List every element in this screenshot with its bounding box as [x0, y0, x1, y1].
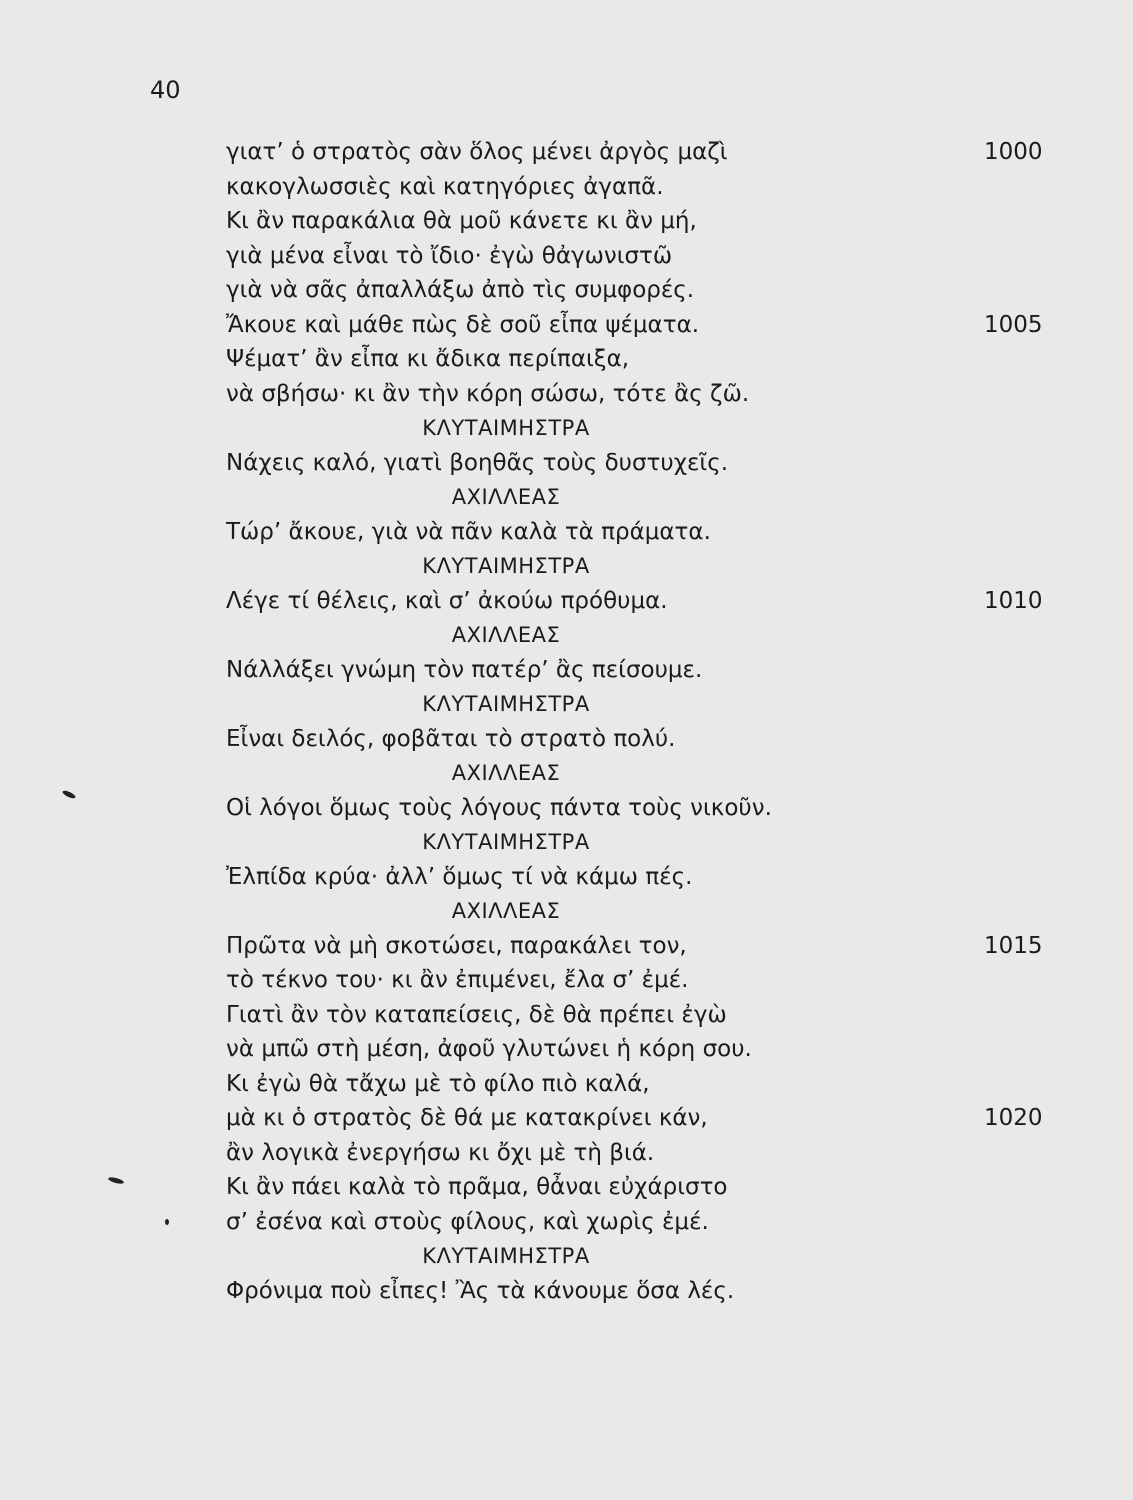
verse-text: Οἱ λόγοι ὅμως τοὺς λόγους πάντα τοὺς νικοῦν.: [226, 794, 772, 821]
verse-text: νὰ μπῶ στὴ μέση, ἀφοῦ γλυτώνει ἡ κόρη σου.: [226, 1036, 752, 1062]
ink-speck: [165, 1219, 169, 1225]
speaker-name: ΚΛΥΤΑΙΜΗΣΤΡΑ: [422, 416, 590, 440]
line-number: 1010: [984, 587, 1043, 614]
verse-text: γιὰ μένα εἶναι τὸ ἴδιο· ἐγὼ θἀγωνιστῶ: [226, 242, 673, 269]
verse-text: ἂν λογικὰ ἐνεργήσω κι ὄχι μὲ τὴ βιά.: [226, 1139, 655, 1166]
verse-text: μὰ κι ὁ στρατὸς δὲ θά με κατακρίνει κάν,: [226, 1105, 708, 1131]
speaker-name: ΑΧΙΛΛΕΑΣ: [451, 761, 561, 785]
verse-text: γιατ’ ὁ στρατὸς σὰν ὅλος μένει ἀργὸς μαζὶ: [226, 139, 728, 165]
verse-text: Φρόνιμα ποὺ εἶπες! Ἂς τὰ κάνουμε ὅσα λές.: [226, 1277, 735, 1304]
verse-text: Λέγε τί θέλεις, καὶ σ’ ἀκούω πρόθυμα.: [226, 587, 668, 614]
verse-text: νὰ σβήσω· κι ἂν τὴν κόρη σώσω, τότε ἂς ζῶ.: [226, 380, 750, 407]
verse-text: Ἄκουε καὶ μάθε πὼς δὲ σοῦ εἶπα ψέματα.: [226, 311, 700, 338]
verse-text: γιὰ νὰ σᾶς ἀπαλλάξω ἀπὸ τὶς συμφορές.: [226, 277, 695, 303]
verse-line: [226, 1274, 1056, 1309]
verse-line: [226, 998, 1056, 1033]
speaker-name: ΚΛΥΤΑΙΜΗΣΤΡΑ: [422, 554, 590, 578]
verse-text: Εἶναι δειλός, φοβᾶται τὸ στρατὸ πολύ.: [226, 725, 676, 752]
verse-line: [226, 342, 1056, 377]
verse-line: [226, 239, 1056, 274]
verse-line: [226, 722, 1056, 757]
ink-speck: [108, 1176, 125, 1185]
speaker-name: ΚΛΥΤΑΙΜΗΣΤΡΑ: [422, 692, 590, 716]
verse-text: τὸ τέκνο του· κι ἂν ἐπιμένει, ἔλα σ’ ἐμέ.: [226, 967, 689, 993]
speaker-name: ΚΛΥΤΑΙΜΗΣΤΡΑ: [422, 1244, 590, 1268]
verse-line: [226, 515, 1056, 550]
verse-line: [226, 446, 1056, 481]
verse-line: [226, 170, 1056, 205]
play-text: [226, 135, 1056, 1308]
speaker-name: ΑΧΙΛΛΕΑΣ: [451, 899, 561, 923]
verse-line: [226, 963, 1056, 998]
line-number: 1020: [984, 1105, 1043, 1131]
verse-text: Κι ἐγὼ θὰ τἄχω μὲ τὸ φίλο πιὸ καλά,: [226, 1070, 650, 1097]
verse-text: Κι ἂν παρακάλια θὰ μοῦ κάνετε κι ἂν μή,: [226, 208, 697, 234]
verse-line: [226, 204, 1056, 239]
verse-line: [226, 1101, 1056, 1136]
line-number: 1005: [984, 311, 1043, 338]
page-number: 40: [150, 76, 181, 104]
verse-line: [226, 135, 1056, 170]
verse-text: κακογλωσσιὲς καὶ κατηγόριες ἀγαπᾶ.: [226, 173, 664, 200]
verse-line: [226, 1170, 1056, 1205]
verse-text: Τώρ’ ἄκουε, γιὰ νὰ πᾶν καλὰ τὰ πράματα.: [226, 518, 711, 545]
speaker-name: ΑΧΙΛΛΕΑΣ: [451, 485, 561, 509]
speaker-name: ΚΛΥΤΑΙΜΗΣΤΡΑ: [422, 830, 590, 854]
verse-text: Νάλλάξει γνώμη τὸν πατέρ’ ἂς πείσουμε.: [226, 656, 703, 683]
verse-text: Νάχεις καλό, γιατὶ βοηθᾶς τοὺς δυστυχεῖς.: [226, 449, 729, 476]
verse-line: [226, 1205, 1056, 1240]
verse-text: Πρῶτα νὰ μὴ σκοτώσει, παρακάλει τον,: [226, 932, 687, 959]
verse-text: σ’ ἐσένα καὶ στοὺς φίλους, καὶ χωρὶς ἐμέ.: [226, 1208, 709, 1235]
verse-line: [226, 273, 1056, 308]
verse-line: [226, 791, 1056, 826]
speaker-name: ΑΧΙΛΛΕΑΣ: [451, 623, 561, 647]
verse-text: Γιατὶ ἂν τὸν καταπείσεις, δὲ θὰ πρέπει ἐγὼ: [226, 1001, 727, 1028]
ink-speck: [62, 789, 77, 799]
verse-line: [226, 1136, 1056, 1171]
verse-line: [226, 584, 1056, 619]
verse-line: [226, 653, 1056, 688]
line-number: 1000: [984, 139, 1043, 165]
verse-line: [226, 308, 1056, 343]
verse-text: Ψέματ’ ἂν εἶπα κι ἄδικα περίπαιξα,: [226, 346, 630, 372]
verse-text: Κι ἂν πάει καλὰ τὸ πρᾶμα, θἆναι εὐχάριστο: [226, 1174, 728, 1200]
verse-line: [226, 377, 1056, 412]
verse-line: [226, 929, 1056, 964]
line-number: 1015: [984, 932, 1043, 959]
verse-text: Ἐλπίδα κρύα· ἀλλ’ ὅμως τί νὰ κάμω πές.: [226, 863, 693, 890]
verse-line: [226, 1032, 1056, 1067]
verse-line: [226, 1067, 1056, 1102]
verse-line: [226, 860, 1056, 895]
